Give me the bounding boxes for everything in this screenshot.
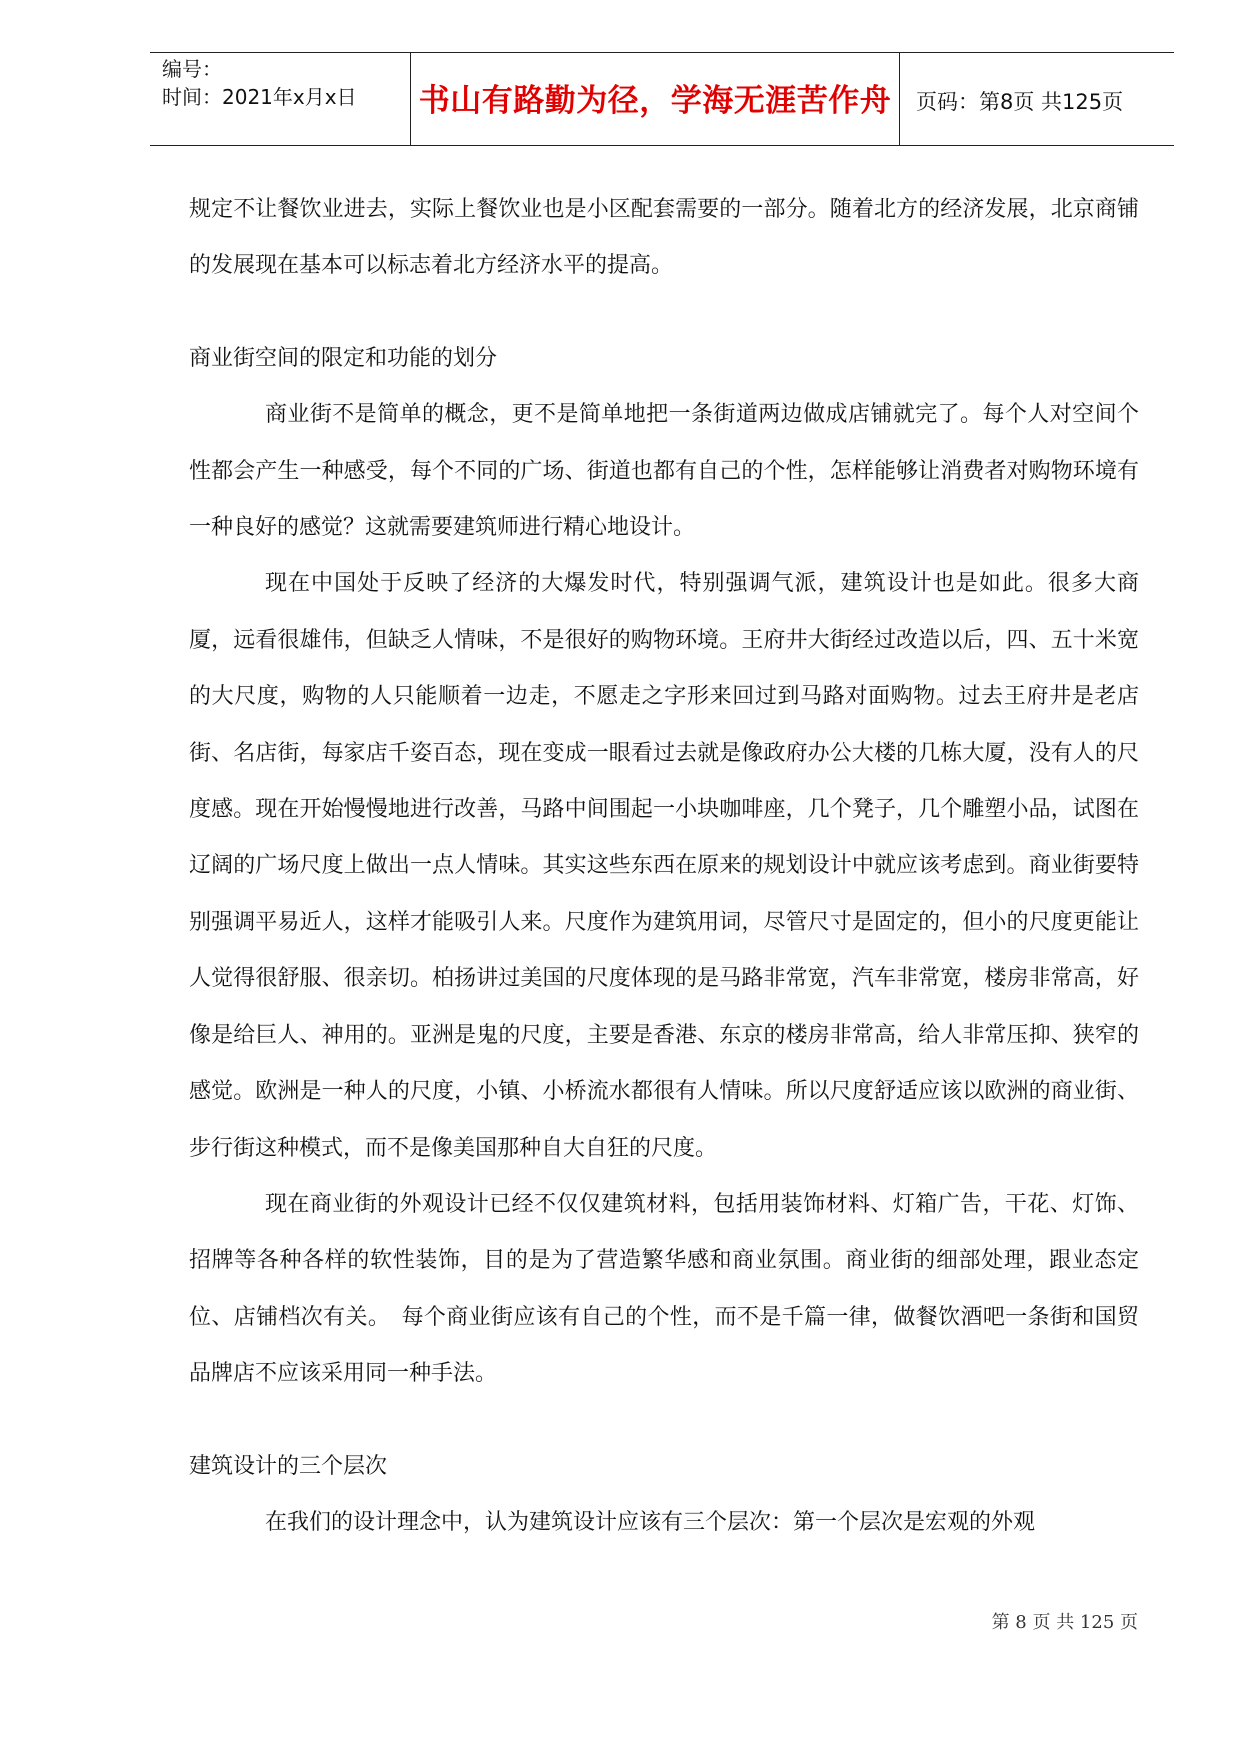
document-body [189, 182, 1139, 1551]
document-header [150, 52, 1174, 146]
number-label: 编号： [162, 57, 222, 81]
paragraph-3: 现在中国处于反映了经济的大爆发时代，特别强调气派，建筑设计也是如此。很多大商厦，远看很雄伟，但缺乏人情味，不是很好的购物环境。王府井大街经过改造以后，四、五十米宽的大尺度，购物的人只能顺着一边走，不愿走之字形来回过到马路对面购物。过去王府井是老店街、名店街，每家店千姿百态，现在变成一眼看过去就是像政府办公大楼的几栋大厦，没有人的尺度感。现在开始慢慢地进行改善，马路中间围起一小块咖啡座，几个凳子，几个雕塑小品，试图在辽阔的广场尺度上做出一点人情味。其实这些东西在原来的规划设计中就应该考虑到。商业街要特别强调平易近人，这样才能吸引人来。尺度作为建筑用词，尽管尺寸是固定的，但小的尺度更能让人觉得很舒服、很亲切。柏扬讲过美国的尺度体现的是马路非常宽，汽车非常宽，楼房非常高，好像是给巨人、神用的。亚洲是鬼的尺度，主要是香港、东京的楼房非常高，给人非常压抑、狭窄的感觉。欧洲是一种人的尺度，小镇、小桥流水都很有人情味。所以尺度舒适应该以欧洲的商业街、步行街这种模式，而不是像美国那种自大自狂的尺度。 [189, 571, 1139, 1161]
motto-text: 书山有路勤为径，学海无涯苦作舟 [418, 83, 892, 119]
page-footer: 第 8 页 共 125 页 [991, 1612, 1138, 1633]
header-motto-cell [410, 53, 900, 145]
header-meta-cell [150, 53, 410, 145]
paragraph-5: 在我们的设计理念中，认为建筑设计应该有三个层次：第一个层次是宏观的外观 [265, 1509, 1036, 1535]
section-heading-1: 商业街空间的限定和功能的划分 [189, 345, 498, 371]
section-heading-2: 建筑设计的三个层次 [189, 1453, 388, 1479]
spacer [189, 295, 1139, 331]
paragraph-4: 现在商业街的外观设计已经不仅仅建筑材料，包括用装饰材料、灯箱广告，干花、灯饰、招牌等各种各样的软性装饰，目的是为了营造繁华感和商业氛围。商业街的细部处理，跟业态定位、店铺档次有关。 每个商业街应该有自己的个性，而不是千篇一律，做餐饮酒吧一条街和国贸品牌店不应该采用同一种手法。 [189, 1191, 1139, 1387]
paragraph-1: 规定不让餐饮业进去，实际上餐饮业也是小区配套需要的一部分。随着北方的经济发展，北京商铺的发展现在基本可以标志着北方经济水平的提高。 [189, 197, 1139, 279]
time-label: 时间：2021年x月x日 [162, 85, 357, 109]
page-code: 页码：第8页 共125页 [916, 90, 1124, 114]
header-page-cell [900, 53, 1174, 145]
spacer [189, 1403, 1139, 1439]
paragraph-2: 商业街不是简单的概念，更不是简单地把一条街道两边做成店铺就完了。每个人对空间个性都会产生一种感受，每个不同的广场、街道也都有自己的个性，怎样能够让消费者对购物环境有一种良好的感觉？这就需要建筑师进行精心地设计。 [189, 402, 1139, 541]
